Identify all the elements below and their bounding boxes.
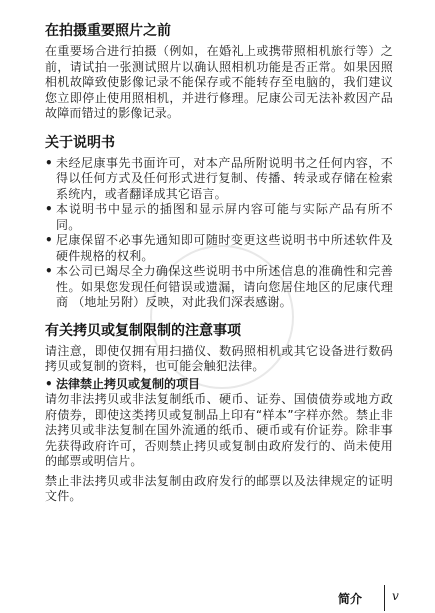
section-intro: 请注意，即使仅拥有用扫描仪、数码照相机或其它设备进行数码拷贝或复制的资料，也可能会触犯法律。 [45,343,393,373]
section-title: 在拍摄重要照片之前 [45,23,171,39]
page-number: v [392,589,399,603]
bullet-list [45,156,393,311]
page-footer [338,583,408,609]
section-paragraph: 在重要场合进行拍摄（例如，在婚礼上或携带照相机旅行等）之前，请试拍一张测试照片以确认照相机功能是否正常。如果因照相机故障致使影像记录不能保存或不能转存至电脑的，我们建议您立即停止使用照相机，并进行修理。尼康公司无法补救因产品故障而错过的影像记录。 [45,44,393,120]
list-item: • 本公司已竭尽全力确保这些说明书中所述信息的准确性和完善性。如果您发现任何错误或遗漏，请向您居住地区的尼康代理商 （地址另附）反映，对此我们深表感谢。 [45,264,393,311]
list-item: • 尼康保留不必事先通知即可随时变更这些说明书中所述软件及硬件规格的权利。 [45,233,393,264]
footer-divider [384,585,385,611]
section-about-manuals [45,134,393,311]
section-title: 有关拷贝或复制限制的注意事项 [45,322,241,339]
footer-section-label: 简介 [338,592,363,606]
section-paragraph: 禁止非法拷贝或非法复制由政府发行的邮票以及法律规定的证明文件。 [45,473,393,503]
list-item: • 未经尼康事先书面许可，对本产品所附说明书之任何内容，不得以任何方式及任何形式进行复制、传播、转录或存储在检索系统内，或者翻译成其它语言。 [45,156,393,203]
section-title: 关于说明书 [45,134,115,151]
section-before-important-photos [45,22,393,122]
section-paragraph: 请勿非法拷贝或非法复制纸币、硬币、证券、国债债券或地方政府债券，即使这类拷贝或复制品上印有“样本”字样亦然。禁止非法拷贝或非法复制在国外流通的纸币、硬币或有价证券。除非事先获得政府许可，否则禁止拷贝或复制由政府发行的、尚未使用的邮票或明信片。 [45,392,393,468]
document-body [45,22,393,505]
section-copy-restrictions [45,322,393,505]
subheading-prohibited-items: • 法律禁止拷贝或复制的项目 [45,377,393,393]
list-item: • 本说明书中显示的插图和显示屏内容可能与实际产品有所不同。 [45,202,393,233]
